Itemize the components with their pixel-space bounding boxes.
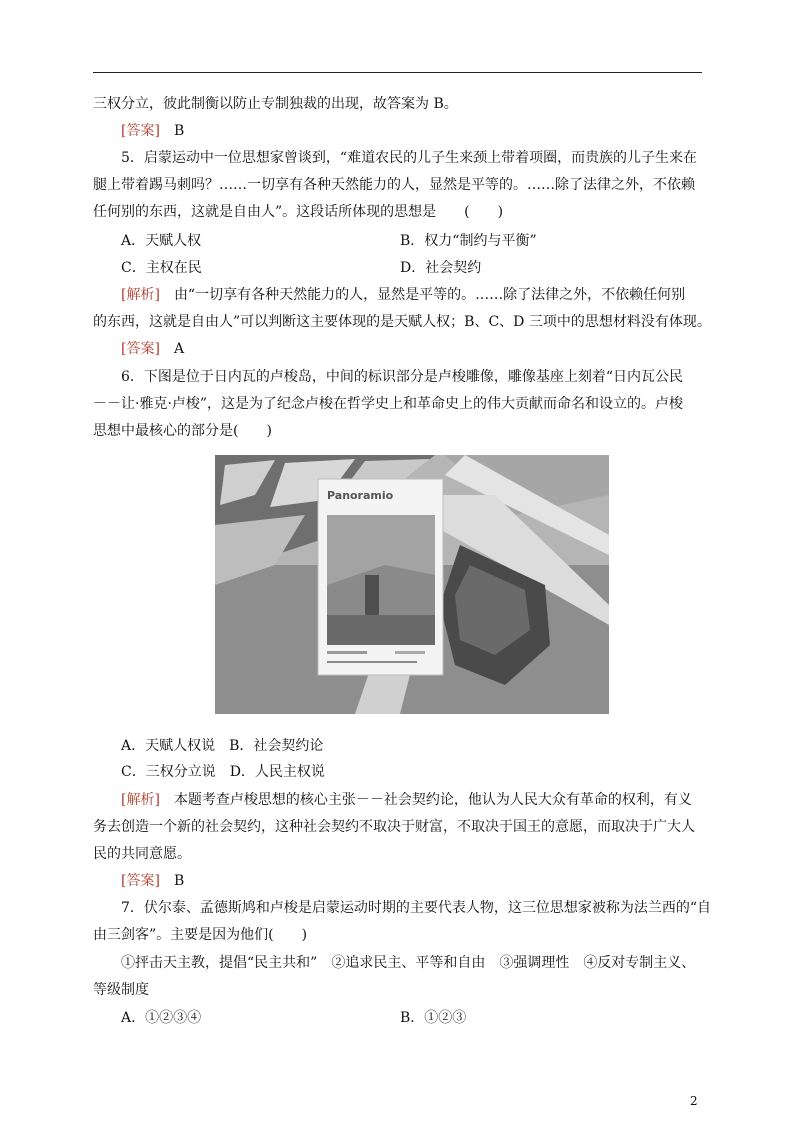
page-number: 2 bbox=[690, 1094, 698, 1108]
answer-tag: [答案] bbox=[121, 341, 160, 357]
answer-value: B bbox=[173, 873, 185, 889]
analysis-text: 本题考查卢梭思想的核心主张－－社会契约论，他认为人民大众有革命的权利，有义 bbox=[173, 792, 692, 808]
option-c: C．主权在民 bbox=[121, 260, 202, 276]
option-a: A．①②③④ bbox=[121, 1010, 202, 1026]
question-6-line-2: －－让·雅克·卢梭”，这是为了纪念卢梭在哲学史上和革命史上的伟大贡献而命名和设立的。卢梭 bbox=[93, 396, 684, 412]
header-rule bbox=[93, 72, 702, 73]
option-b: B．权力“制约与平衡” bbox=[400, 233, 537, 249]
question-7-line-3: ①抨击天主教，提倡“民主共和” ②追求民主、平等和自由 ③强调理性 ④反对专制主义、 bbox=[121, 955, 696, 971]
question-7-line-1: 7．伏尔泰、孟德斯鸠和卢梭是启蒙运动时期的主要代表人物，这三位思想家被称为法兰西的“自 bbox=[121, 900, 712, 916]
question-6-options-cd: C．三权分立说 D．人民主权说 bbox=[121, 764, 325, 780]
analysis-line bbox=[121, 285, 685, 305]
question-6-line-1: 6．下图是位于日内瓦的卢梭岛，中间的标识部分是卢梭雕像，雕像基座上刻着“日内瓦公民 bbox=[121, 369, 684, 385]
option-b: B．①②③ bbox=[400, 1010, 467, 1026]
analysis-tag: [解析] bbox=[121, 792, 160, 808]
answer-value: B bbox=[173, 123, 185, 139]
panoramio-logo: Panoramio bbox=[327, 489, 394, 502]
analysis-line-3: 民的共同意愿。 bbox=[93, 846, 191, 862]
question-5-line-1: 5．启蒙运动中一位思想家曾谈到，“难道农民的儿子生来颈上带着项圈，而贵族的儿子生来在 bbox=[121, 150, 698, 166]
answer-tag: [答案] bbox=[121, 123, 160, 139]
rousseau-island-photo bbox=[215, 455, 609, 714]
question-5-line-3: 任何别的东西，这就是自由人”。这段话所体现的思想是 ( ) bbox=[93, 204, 504, 220]
question-6-line-3: 思想中最核心的部分是( ) bbox=[93, 423, 272, 439]
option-a: A．天赋人权 bbox=[121, 233, 202, 249]
answer-line bbox=[121, 121, 184, 141]
question-6-options-ab: A．天赋人权说 B．社会契约论 bbox=[121, 738, 324, 754]
analysis-text: 由“一切享有各种天然能力的人，显然是平等的。……除了法律之外，不依赖任何别 bbox=[173, 287, 686, 303]
analysis-line bbox=[121, 790, 692, 810]
option-d: D．社会契约 bbox=[400, 260, 482, 276]
analysis-line-2: 的东西，这就是自由人”可以判断这主要体现的是天赋人权；B、C、D 三项中的思想材料没有体现。 bbox=[93, 314, 711, 330]
answer-value: A bbox=[173, 341, 185, 357]
answer-line bbox=[121, 871, 184, 891]
aerial-photo-drawing bbox=[215, 455, 609, 714]
answer-line bbox=[121, 339, 184, 359]
analysis-tag: [解析] bbox=[121, 287, 160, 303]
text-line: 三权分立，彼此制衡以防止专制独裁的出现，故答案为 B。 bbox=[93, 96, 458, 112]
answer-tag: [答案] bbox=[121, 873, 160, 889]
analysis-line-2: 务去创造一个新的社会契约，这种社会契约不取决于财富，不取决于国王的意愿，而取决于广大人 bbox=[93, 819, 695, 835]
question-7-line-2: 由三剑客”。主要是因为他们( ) bbox=[93, 927, 308, 943]
question-7-line-4: 等级制度 bbox=[93, 982, 149, 998]
question-5-line-2: 腿上带着踢马刺吗？……一切享有各种天然能力的人，显然是平等的。……除了法律之外，不依赖 bbox=[93, 177, 695, 193]
